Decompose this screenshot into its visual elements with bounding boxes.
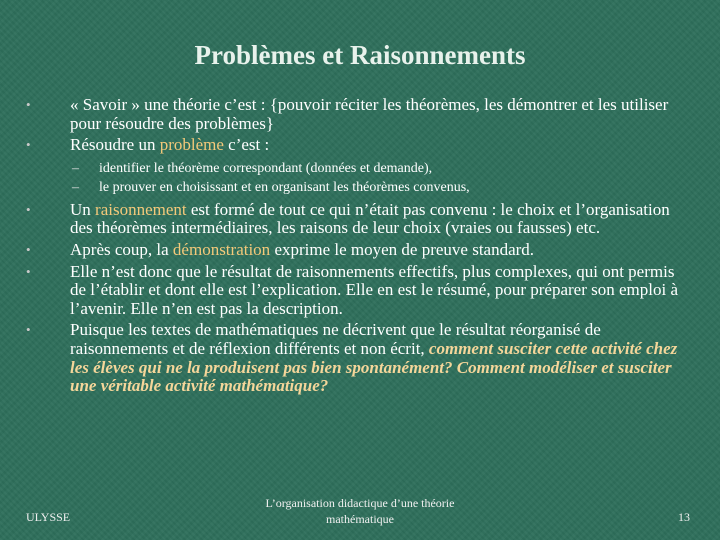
bullet-text-1: « Savoir » une théorie c’est : {pouvoir réciter les théorèmes, les démontrer et les utiliser pour résoudre des problèmes} [70,95,669,133]
sub-list [26,160,692,196]
bullet-text-5: Elle n’est donc que le résultat de raisonnements effectifs, plus complexes, qui ont permis de l’établir et dont elle est l’explication. Elle en est le résumé, pour préparer son emploi à l’avenir. Elle n’en est pas la description. [70,261,678,318]
footer-caption-line-2: mathématique [326,512,394,526]
bullet-item-1 [26,96,692,133]
bullet-glyph: • [26,241,31,257]
bullet-text-3 [70,201,692,238]
bullet-item-2 [26,136,692,155]
bullet-text-3-post: est formé de tout ce qui n’était pas convenu : le choix et l’organisation des théorèmes intermédiaires, les raisons de leur choix (vraies ou fausses) etc. [70,199,670,238]
bullet-glyph: • [26,322,31,338]
slide-title: Problèmes et Raisonnements [194,40,526,70]
bullet-glyph: • [26,137,31,153]
bullet-item-4 [26,241,692,260]
footer-caption [230,495,490,527]
emphasis-question: comment susciter cette activité chez les élèves qui ne la produisent pas bien spontanément? Comment modéliser et susciter une véritable activité mathématique? [70,338,678,396]
bullet-text-6 [70,321,692,395]
bullet-item-5 [26,263,692,319]
dash-glyph: – [72,179,79,195]
bullet-text-2-pre: Résoudre un [70,135,160,155]
keyword-probleme: problème [159,135,224,155]
slide-number: 13 [678,510,690,524]
bullet-text-4 [70,241,692,260]
bullet-glyph: • [26,201,31,217]
bullet-text-4-post: exprime le moyen de preuve standard. [270,239,535,259]
bullet-text-2-post: c’est : [223,135,270,155]
bullet-text-4-pre: Après coup, la [70,239,173,259]
keyword-raisonnement: raisonnement [95,199,187,219]
bullet-text-3-pre: Un [70,199,96,219]
bullet-list [26,96,692,399]
footer-author: ULYSSE [26,510,71,524]
keyword-demonstration: démonstration [172,239,271,259]
dash-glyph: – [72,160,79,176]
sub-item-1 [26,160,692,177]
bullet-glyph: • [26,97,31,112]
sub-item-2 [26,179,692,196]
bullet-glyph: • [26,263,31,279]
footer-caption-line-1: L’organisation didactique d’une théorie [265,496,455,510]
bullet-item-3 [26,201,692,238]
bullet-text-6-pre: Puisque les textes de mathématiques ne décrivent que le résultat réorganisé de raisonnements et de réflexion différents et non écrit, [70,320,601,358]
sub-item-text-1: identifier le théorème correspondant (données et demande), [99,160,433,176]
bullet-text-2 [70,136,692,155]
sub-item-text-2: le prouver en choisissant et en organisant les théorèmes convenus, [99,179,470,195]
bullet-item-6 [26,321,692,395]
